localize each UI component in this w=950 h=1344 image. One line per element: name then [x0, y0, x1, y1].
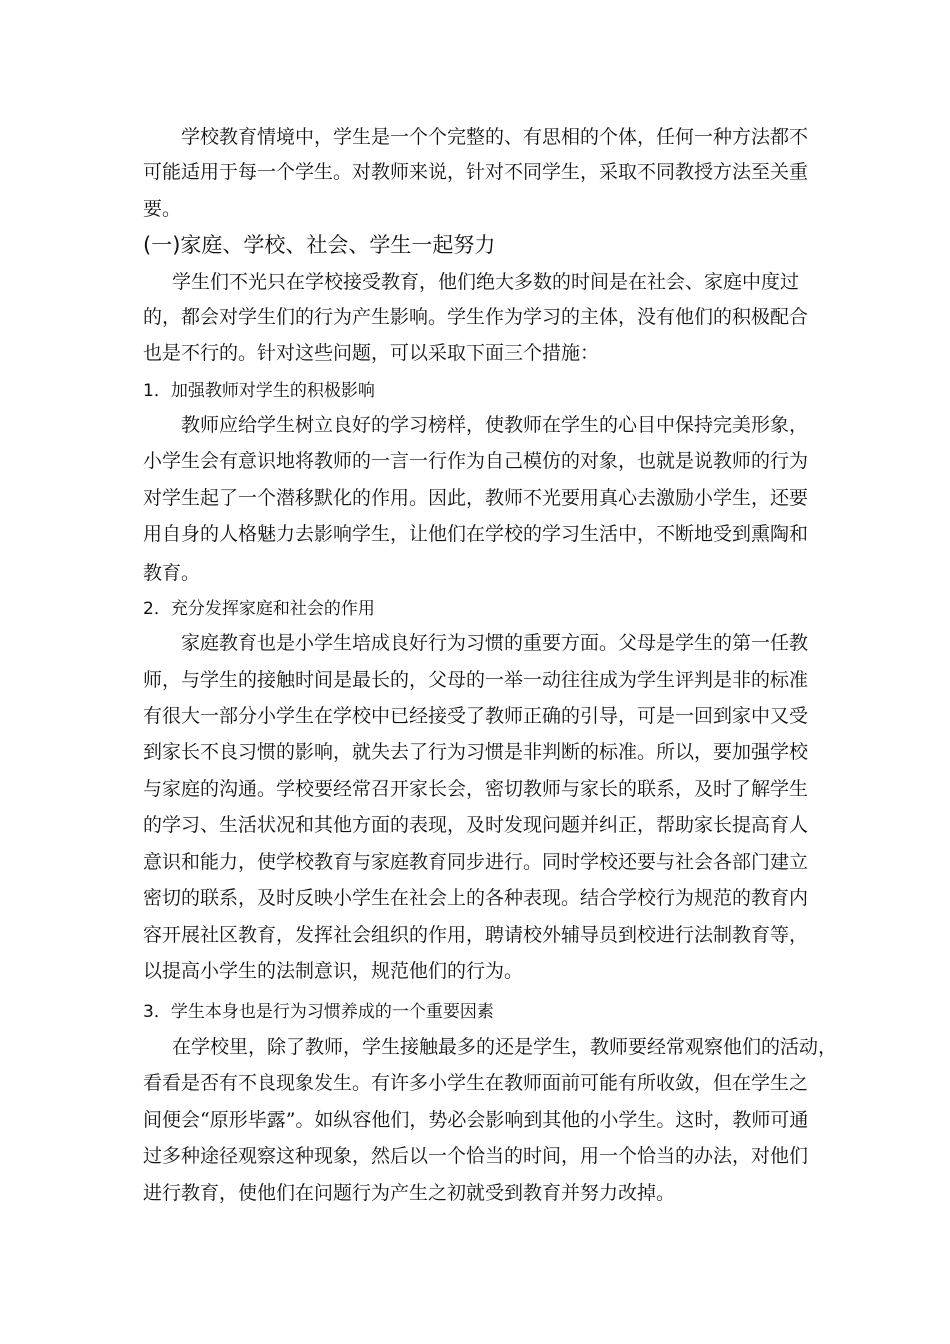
subsection-heading: 1．加强教师对学生的积极影响: [143, 381, 375, 401]
paragraph-line: 间便会“原形毕露”。如纵容他们，势必会影响到其他的小学生。这时，教师可通: [143, 1109, 809, 1131]
paragraph-line: 在学校里，除了教师，学生接触最多的还是学生，教师要经常观察他们的活动，: [172, 1036, 838, 1058]
paragraph-line: 容开展社区教育，发挥社会组织的作用，聘请校外辅导员到校进行法制教育等，: [143, 924, 809, 946]
paragraph-line: 教师应给学生树立良好的学习榜样，使教师在学生的心目中保持完美形象，: [181, 414, 809, 436]
paragraph-line: 进行教育，使他们在问题行为产生之初就受到教育并努力改掉。: [143, 1182, 676, 1204]
paragraph-line: 可能适用于每一个学生。对教师来说，针对不同学生，采取不同教授方法至关重: [143, 161, 809, 183]
paragraph-line: 的，都会对学生们的行为产生影响。学生作为学习的主体，没有他们的积极配合: [143, 306, 809, 328]
paragraph-line: 的学习、生活状况和其他方面的表现，及时发现问题并纠正，帮助家长提高育人: [143, 814, 809, 836]
paragraph-line: 意识和能力，使学校教育与家庭教育同步进行。同时学校还要与社会各部门建立: [143, 851, 809, 873]
paragraph-line: 学生们不光只在学校接受教育，他们绝大多数的时间是在社会、家庭中度过: [172, 271, 800, 293]
subsection-heading: 2．充分发挥家庭和社会的作用: [143, 599, 375, 619]
paragraph-line: 对学生起了一个潜移默化的作用。因此，教师不光要用真心去激励小学生，还要: [143, 487, 809, 509]
subsection-heading: 3．学生本身也是行为习惯养成的一个重要因素: [143, 1002, 494, 1022]
paragraph-line: 家庭教育也是小学生培成良好行为习惯的重要方面。父母是学生的第一任教: [181, 632, 809, 654]
paragraph-line: 有很大一部分小学生在学校中已经接受了教师正确的引导，可是一回到家中又受: [143, 705, 809, 727]
paragraph-line: 到家长不良习惯的影响，就失去了行为习惯是非判断的标准。所以，要加强学校: [143, 741, 809, 763]
paragraph-line: 教育。: [143, 562, 201, 584]
paragraph-line: 师，与学生的接触时间是最长的，父母的一举一动往往成为学生评判是非的标准: [143, 669, 809, 691]
paragraph-line: 看看是否有不良现象发生。有许多小学生在教师面前可能有所收敛，但在学生之: [143, 1072, 809, 1094]
paragraph-line: 要。: [143, 198, 182, 220]
section-heading: (一)家庭、学校、社会、学生一起努力: [143, 233, 496, 257]
paragraph-line: 以提高小学生的法制意识，规范他们的行为。: [143, 960, 524, 982]
paragraph-line: 过多种途径观察这种现象，然后以一个恰当的时间，用一个恰当的办法，对他们: [143, 1145, 809, 1167]
paragraph-line: 用自身的人格魅力去影响学生，让他们在学校的学习生活中，不断地受到熏陶和: [143, 523, 809, 545]
paragraph-line: 学校教育情境中，学生是一个个完整的、有思相的个体，任何一种方法都不: [181, 126, 809, 148]
paragraph-line: 与家庭的沟通。学校要经常召开家长会，密切教师与家长的联系，及时了解学生: [143, 778, 809, 800]
paragraph-line: 密切的联系，及时反映小学生在社会上的各种表现。结合学校行为规范的教育内: [143, 887, 809, 909]
paragraph-line: 也是不行的。针对这些问题，可以采取下面三个措施：: [143, 342, 600, 364]
paragraph-line: 小学生会有意识地将教师的一言一行作为自己模仿的对象，也就是说教师的行为: [143, 450, 809, 472]
